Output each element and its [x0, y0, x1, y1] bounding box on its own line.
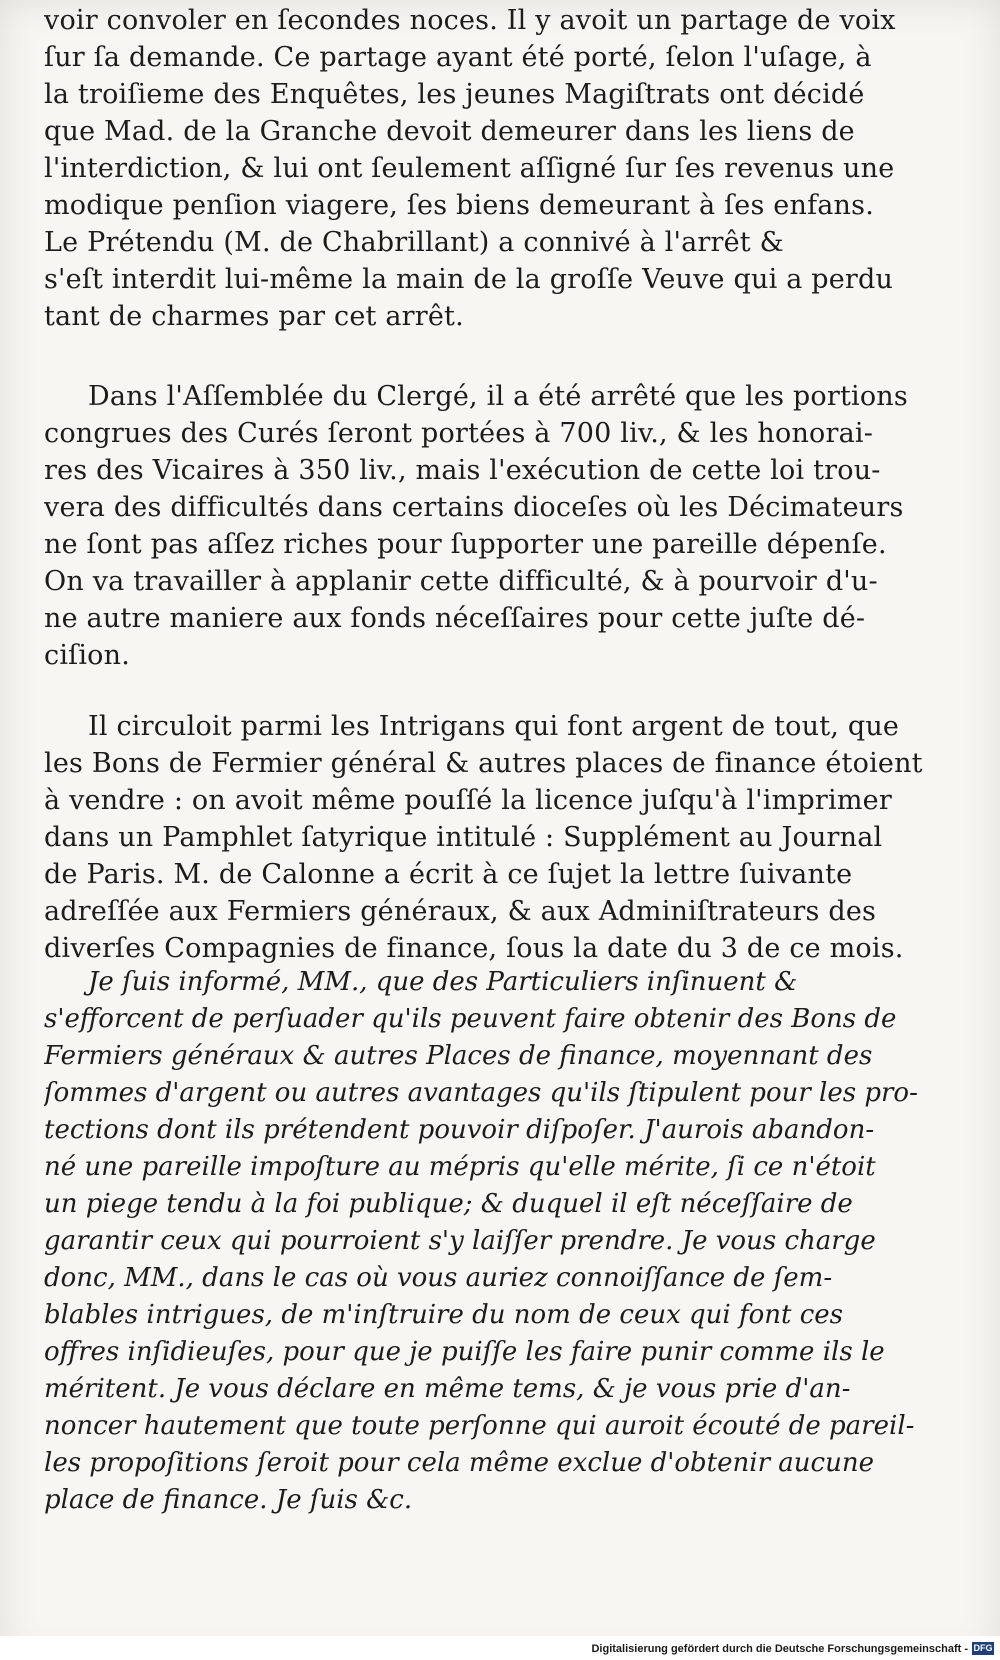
text-line: à vendre : on avoit même pouſſé la licence juſqu'à l'imprimer	[44, 785, 892, 816]
funding-credit: Digitalisierung gefördert durch die Deutsche Forschungsgemeinschaft -	[591, 1643, 968, 1655]
digitization-footer	[0, 1636, 1000, 1660]
text-line: modique penſion viagere, ſes biens demeurant à ſes enfans.	[44, 190, 874, 221]
letter-line: Je ſuis informé, MM., que des Particuliers inſinuent &	[88, 967, 798, 997]
text-line: s'eſt interdit lui-même la main de la groſſe Veuve qui a perdu	[44, 264, 894, 295]
letter-line: Fermiers généraux & autres Places de finance, moyennant des	[44, 1041, 873, 1071]
letter-line: place de finance. Je ſuis &c.	[44, 1485, 413, 1515]
text-line: la troiſieme des Enquêtes, les jeunes Magiſtrats ont décidé	[44, 79, 865, 110]
text-line: l'interdiction, & lui ont ſeulement aſſigné ſur ſes revenus une	[44, 153, 895, 184]
text-line: ne autre maniere aux fonds néceſſaires pour cette juſte dé-	[44, 603, 866, 634]
text-line: Le Prétendu (M. de Chabrillant) a connivé à l'arrêt &	[44, 227, 784, 258]
text-line: les Bons de Fermier général & autres places de finance étoient	[44, 748, 923, 779]
text-line: voir convoler en ſecondes noces. Il y avoit un partage de voix	[44, 5, 896, 36]
letter-line: tections dont ils prétendent pouvoir diſpoſer. J'aurois abandon-	[44, 1115, 875, 1145]
letter-line: ſommes d'argent ou autres avantages qu'ils ſtipulent pour les pro-	[44, 1078, 918, 1108]
text-line: ciſion.	[44, 640, 131, 671]
text-line: de Paris. M. de Calonne a écrit à ce ſujet la lettre ſuivante	[44, 859, 853, 890]
letter-line: les propoſitions ſeroit pour cela même exclue d'obtenir aucune	[44, 1448, 874, 1478]
letter-line: s'efforcent de perſuader qu'ils peuvent faire obtenir des Bons de	[44, 1004, 897, 1034]
letter-line: noncer hautement que toute perſonne qui auroit écouté de pareil-	[44, 1411, 915, 1441]
text-line: congrues des Curés ſeront portées à 700 liv., & les honorai-	[44, 418, 874, 449]
paragraph-clergy-assembly	[44, 378, 949, 674]
text-line: ne ſont pas aſſez riches pour ſupporter une pareille dépenſe.	[44, 529, 887, 560]
letter-line: blables intrigues, de m'inſtruire du nom de ceux qui font ces	[44, 1300, 843, 1330]
text-line: ſur ſa demande. Ce partage ayant été porté, ſelon l'uſage, à	[44, 42, 872, 73]
letter-line: né une pareille impoſture au mépris qu'elle mérite, ſi ce n'étoit	[44, 1152, 876, 1182]
text-line: res des Vicaires à 350 liv., mais l'exécution de cette loi trou-	[44, 455, 881, 486]
text-line: tant de charmes par cet arrêt.	[44, 301, 464, 332]
letter-line: garantir ceux qui pourroient s'y laiſſer prendre. Je vous charge	[44, 1226, 876, 1256]
text-line: dans un Pamphlet ſatyrique intitulé : Supplément au Journal	[44, 822, 883, 853]
text-line: diverſes Compagnies de finance, ſous la date du 3 de ce mois.	[44, 933, 904, 964]
calonne-letter	[44, 964, 949, 1519]
text-line: que Mad. de la Granche devoit demeurer dans les liens de	[44, 116, 855, 147]
paragraph-finance-intrigues	[44, 708, 949, 967]
text-line: Il circuloit parmi les Intrigans qui font argent de tout, que	[88, 711, 900, 742]
text-line: vera des difficultés dans certains dioceſes où les Décimateurs	[44, 492, 904, 523]
text-line: On va travailler à applanir cette difficulté, & à pourvoir d'u-	[44, 566, 878, 597]
paragraph-marriage-interdiction	[44, 2, 949, 335]
dfg-logo: DFG	[973, 1643, 993, 1653]
letter-line: donc, MM., dans le cas où vous auriez connoiſſance de ſem-	[44, 1263, 833, 1293]
letter-line: un piege tendu à la foi publique; & duquel il eſt néceſſaire de	[44, 1189, 853, 1219]
text-line: adreſſée aux Fermiers généraux, & aux Adminiſtrateurs des	[44, 896, 877, 927]
letter-line: offres inſidieuſes, pour que je puiſſe les faire punir comme ils le	[44, 1337, 885, 1367]
text-line: Dans l'Aſſemblée du Clergé, il a été arrêté que les portions	[88, 381, 908, 412]
letter-line: méritent. Je vous déclare en même tems, & je vous prie d'an-	[44, 1374, 851, 1404]
